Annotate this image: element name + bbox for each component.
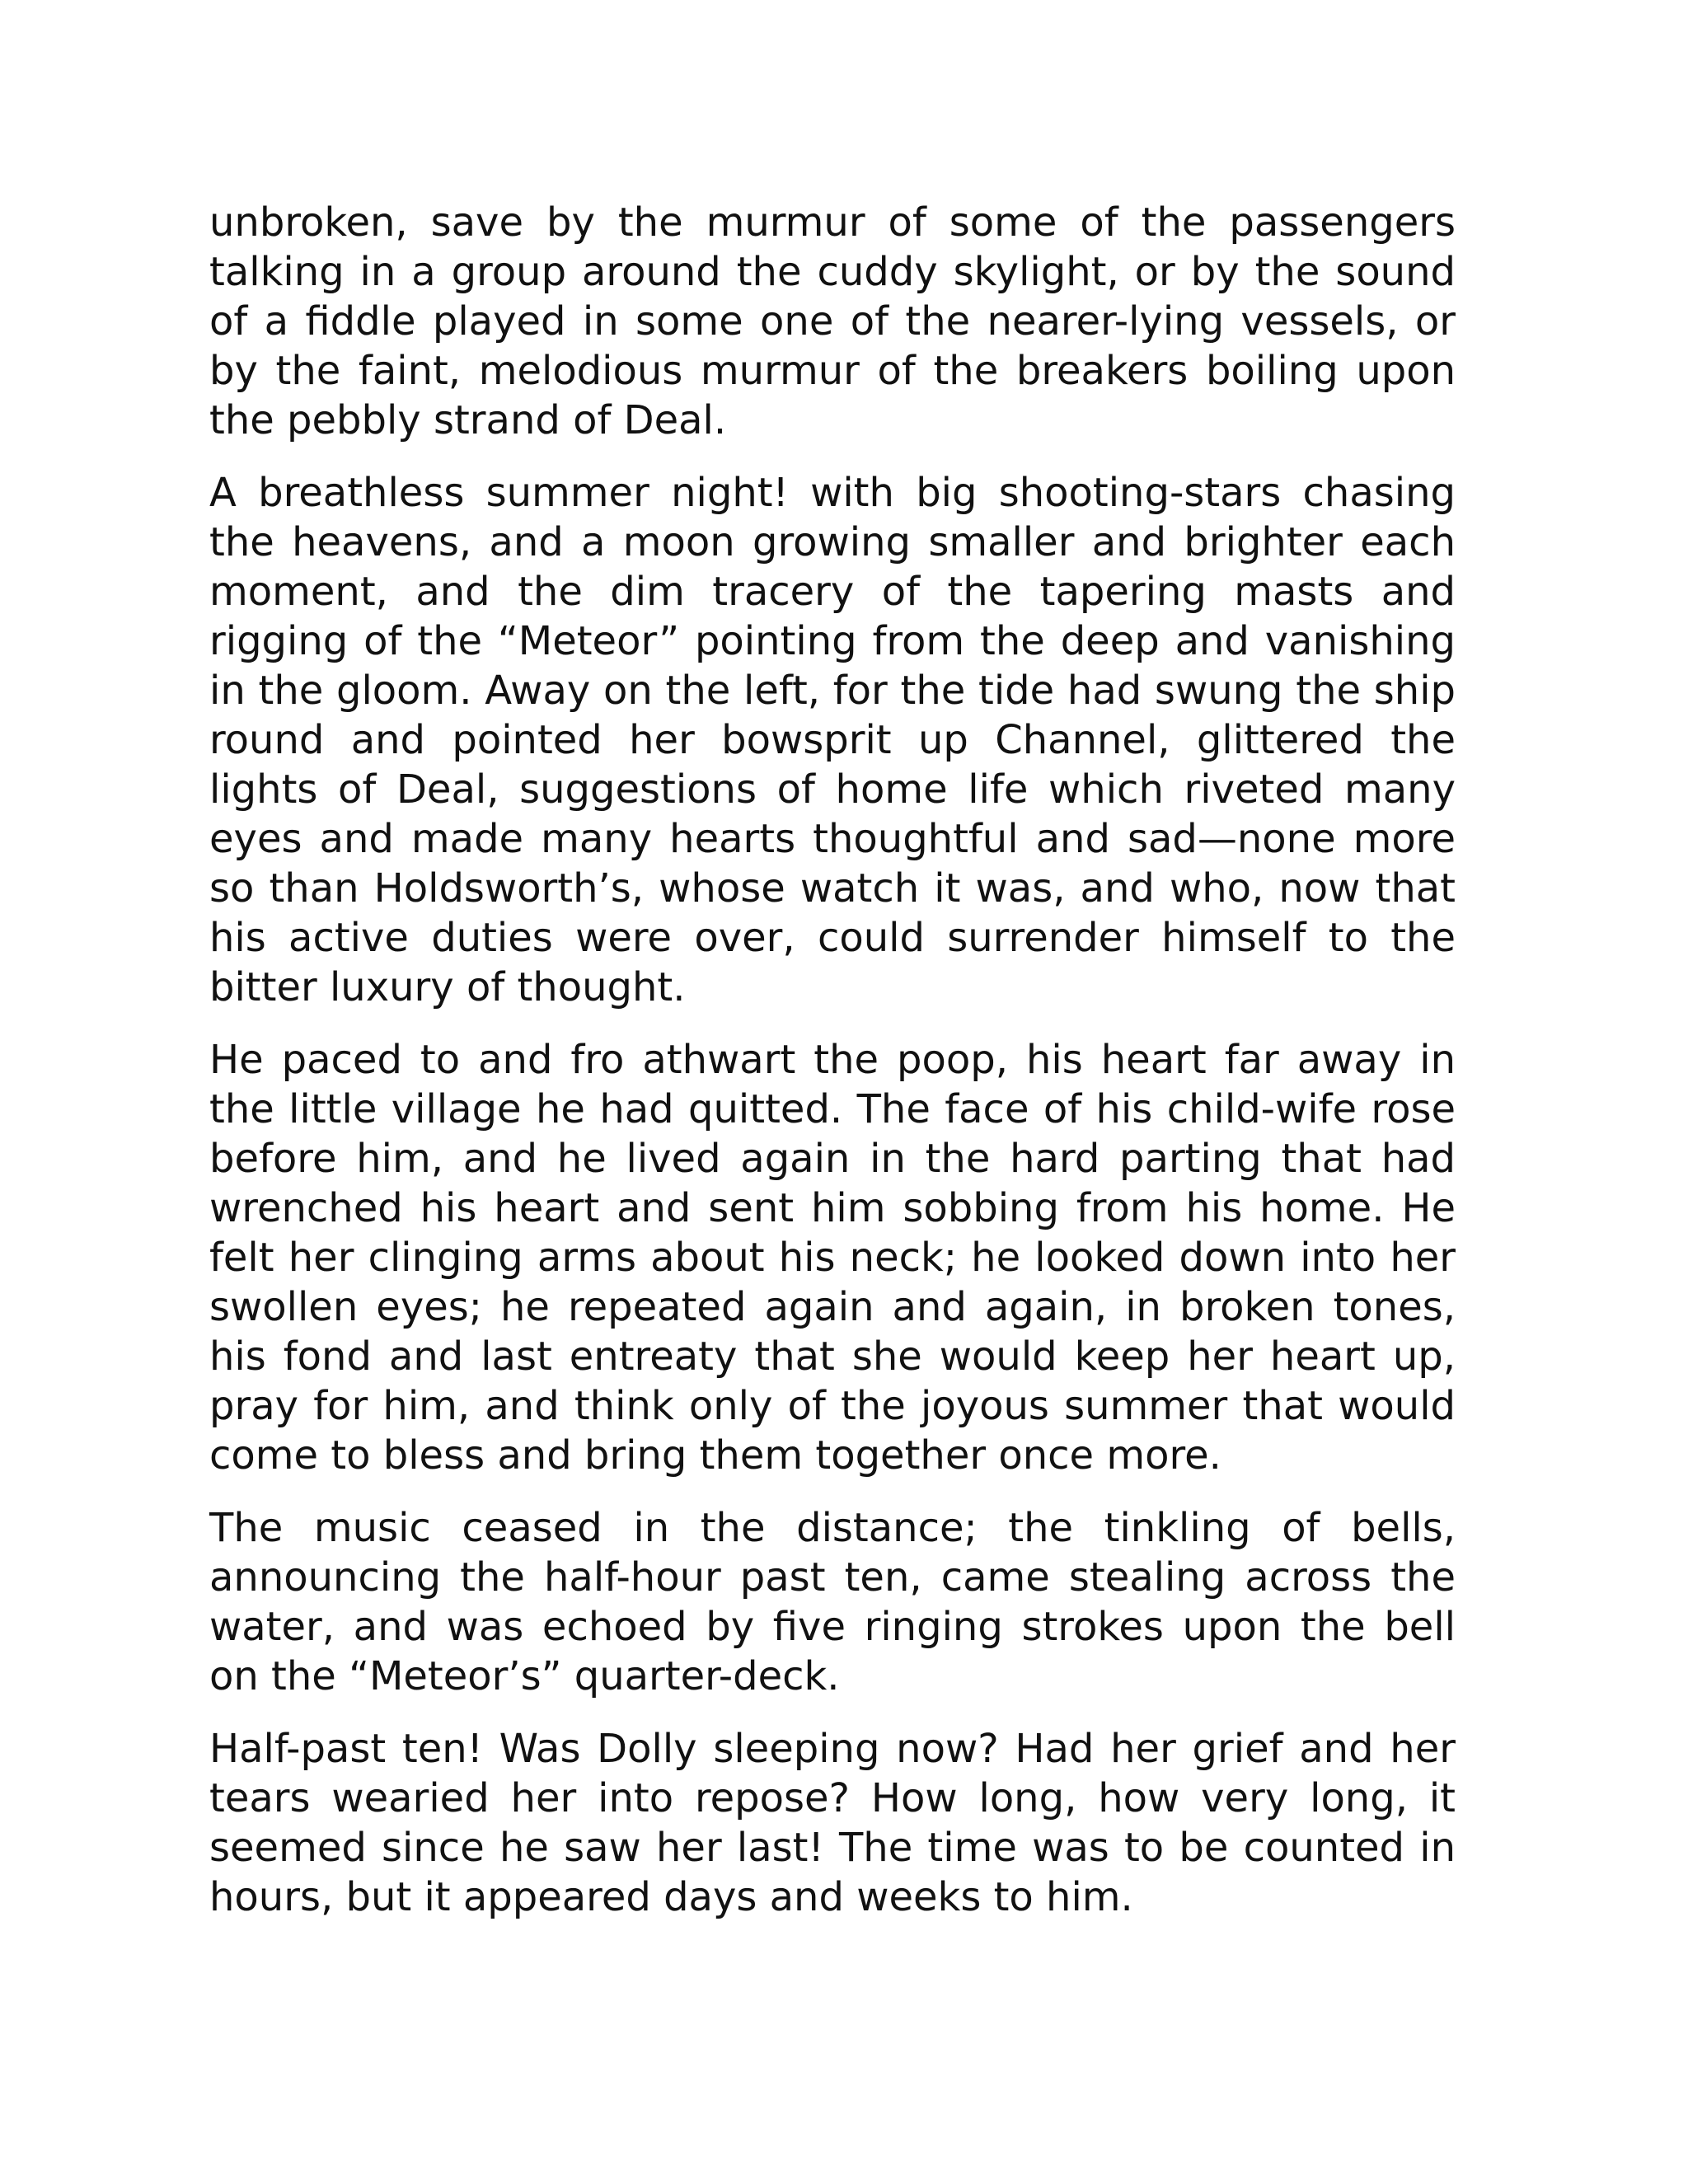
paragraph-3: He paced to and fro athwart the poop, his heart far away in the little village he had quitted. The face of his child-wife rose before him, and he lived again in the hard parting that had wrenched his heart and sent him sobbing from his home. He felt her clinging arms about his neck; he looked down into her swollen eyes; he repeated again and again, in broken tones, his fond and last entreaty that she would keep her heart up, pray for him, and think only of the joyous summer that would come to bless and bring them together once more. — [209, 1037, 1456, 1479]
paragraph-4: The music ceased in the distance; the tinkling of bells, announcing the half-hour past ten, came stealing across the water, and was echoed by five ringing strokes upon the bell on the “Meteor’s” quarter-deck. — [209, 1505, 1456, 1699]
paragraph-1: unbroken, save by the murmur of some of the passengers talking in a group around the cuddy skylight, or by the sound of a fiddle played in some one of the nearer-lying vessels, or by the faint, melodious murmur of the breakers boiling upon the pebbly strand of Deal. — [209, 199, 1456, 443]
paragraph-2: A breathless summer night! with big shooting-stars chasing the heavens, and a moon growing smaller and brighter each moment, and the dim tracery of the tapering masts and rigging of the “Meteor” pointing from the deep and vanishing in the gloom. Away on the left, for the tide had swung the ship round and pointed her bowsprit up Channel, glittered the lights of Deal, suggestions of home life which riveted many eyes and made many hearts thoughtful and sad—none more so than Holdsworth’s, whose watch it was, and who, now that his active duties were over, could surrender himself to the bitter luxury of thought. — [209, 470, 1456, 1010]
document-page — [209, 198, 1456, 1945]
paragraph-5: Half-past ten! Was Dolly sleeping now? Had her grief and her tears wearied her into repose? How long, how very long, it seemed since he saw her last! The time was to be counted in hours, but it appeared days and weeks to him. — [209, 1726, 1456, 1920]
